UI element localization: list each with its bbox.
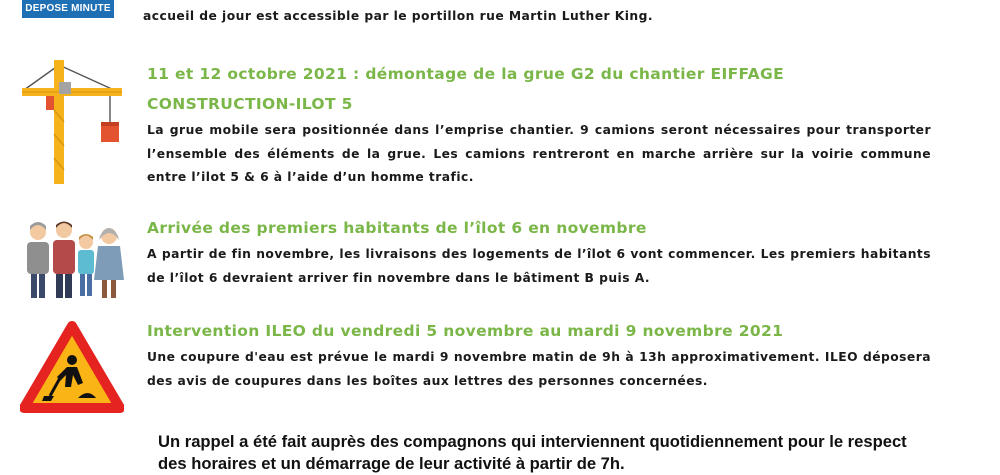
item-body: A partir de fin novembre, les livraisons des logements de l’îlot 6 vont commencer. Les premiers habitants de l’îlot 6 devraient arriver fin novembre dans le bâtiment B puis A. <box>147 247 931 285</box>
depose-minute-badge: DEPOSE MINUTE <box>22 0 114 18</box>
item-body: La grue mobile sera positionnée dans l’emprise chantier. 9 camions seront nécessaires pour transporter l’ensemble des éléments de la grue. Les camions rentreront en marche arrière sur la voirie commune entre l’ilot 5 & 6 à l’aide d’un homme trafic. <box>147 123 931 184</box>
closing-reminder: Un rappel a été fait auprès des compagnons qui interviennent quotidiennement pour le respect des horaires et un démarrage de leur activité à partir de 7h. <box>158 432 907 473</box>
item-heading: Arrivée des premiers habitants de l’îlot 6 en novembre <box>147 219 647 237</box>
crane-icon <box>22 60 124 184</box>
news-item-residents <box>147 213 931 290</box>
residents-group-icon <box>22 220 124 300</box>
roadworks-sign-icon <box>20 320 124 414</box>
item-heading: 11 et 12 octobre 2021 : démontage de la grue G2 du chantier EIFFAGE CONSTRUCTION-ILOT 5 <box>147 65 785 113</box>
continued-paragraph-line: accueil de jour est accessible par le portillon rue Martin Luther King. <box>143 9 653 23</box>
item-body: Une coupure d'eau est prévue le mardi 9 novembre matin de 9h à 13h approximativement. ILEO déposera des avis de coupures dans les boîtes aux lettres des personnes concernées. <box>147 350 931 388</box>
news-item-crane <box>147 59 931 190</box>
item-heading: Intervention ILEO du vendredi 5 novembre au mardi 9 novembre 2021 <box>147 322 784 340</box>
news-item-ileo <box>147 316 931 393</box>
